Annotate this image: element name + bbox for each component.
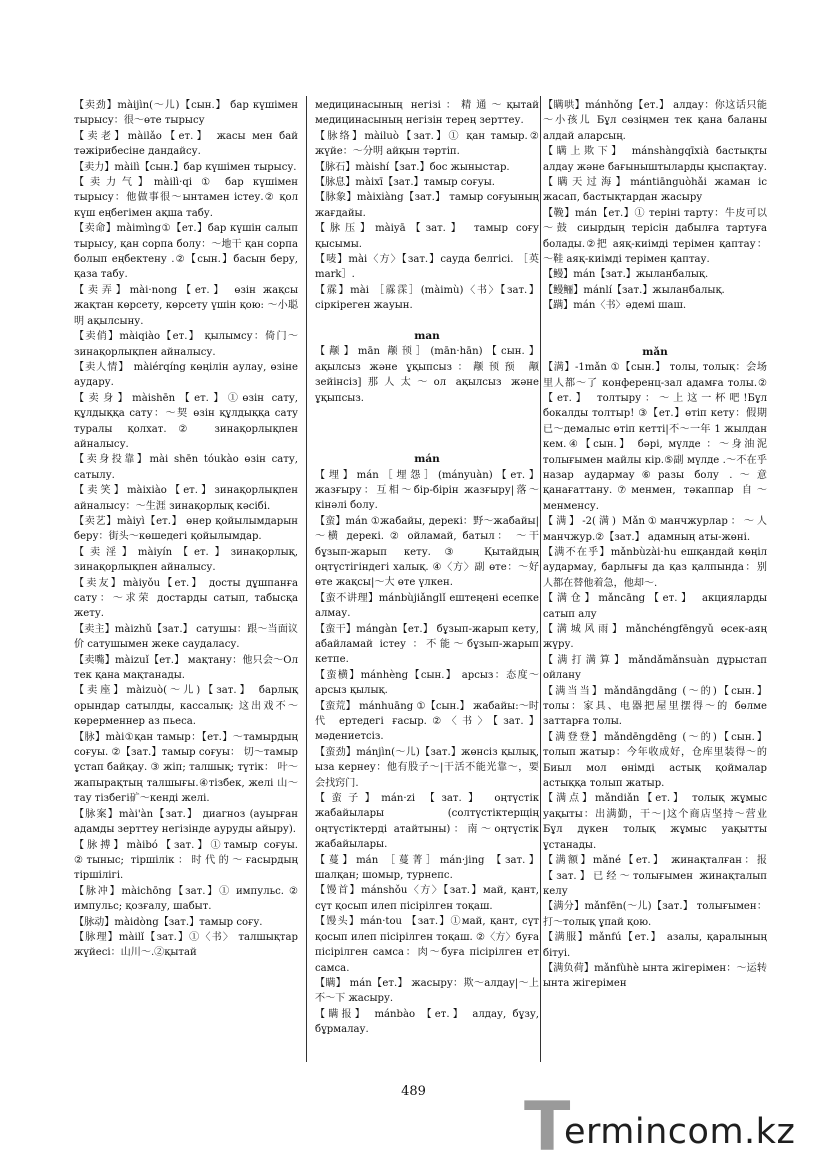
- dictionary-entry: 【满当当】mǎndāngdāng (～的)【сын.】толы：家具、电器把屋里摆得～的 бөлме заттарға толы.: [543, 685, 767, 728]
- dictionary-entry: 【蛮不讲理】mánbùjiǎnglǐ ештеңені есепке алмау.: [315, 592, 539, 620]
- dictionary-entry: 【脉案】mài'àn【зат.】 диагноз (ауырған адамды зерттеу негізінде ауруды айыру).: [74, 808, 298, 836]
- termincom-logo[interactable]: [524, 1088, 814, 1167]
- dictionary-entry: 【满不在乎】mǎnbùzài·hu ешқандай көңіл аудармау, барлығы да қаз қалпында：别人都在替他着急，他却～.: [543, 546, 767, 589]
- dictionary-column-3: [543, 98, 767, 992]
- dictionary-entry: 【卖笑】màixiào【ет.】зинақорлықпен айналысу：～生涯 зинақорлық кәсібі.: [74, 485, 298, 512]
- dictionary-entry: 【脉象】màixiàng【зат.】 тамыр соғуының жағдайы.: [315, 192, 539, 219]
- dictionary-entry: 【馒首】mánshǒu〈方〉【зат.】май, қант, сүт қосып илеп пісірілген тоқаш.: [315, 885, 539, 912]
- dictionary-entry: 【脉动】màidòng【зат.】тамыр соғу.: [74, 916, 263, 928]
- dictionary-entry: 【蛮】mán ①жабайы, дерекі：野～жабайы| ～横 дерекі. ② ойламай, батыл： ～干 бұзып-жарып кету.③ Қытайдың оңтүстігіндегі халық. ④〈方〉副 өте：～好 өте жақсы|～大 өте үлкен.: [315, 515, 539, 589]
- dictionary-entry: 【卖力】màilì【сын.】бар күшімен тырысу.: [74, 161, 297, 173]
- dictionary-entry: 【满】-2(满) Mǎn①манчжурлар：～人 манчжур.②【зат.】 адамның аты-жөні.: [543, 516, 767, 543]
- dictionary-entry: 【脉息】màixī【зат.】тамыр соғуы.: [315, 177, 495, 189]
- page-number: 489: [401, 1084, 426, 1099]
- dictionary-entry: 【满仓】mǎncāng【ет.】 акцияларды сатып алу: [543, 593, 767, 620]
- dictionary-entry: 【埋】mán［埋怨］(mányuàn)【ет.】жазғыру：互相～бір-бірін жазғыру|落～кінәлі болу.: [315, 469, 539, 512]
- dictionary-entry: 【卖主】màizhǔ【зат.】 сатушы：跟～当面议价 сатушымен жеке саудаласу.: [74, 623, 298, 651]
- dictionary-entry: 【满额】mǎné【ет.】 жинақталған：报【зат.】已经～толығымен жинақталып келу: [543, 855, 767, 897]
- section-heading: mán: [414, 453, 440, 466]
- dictionary-entry: 【蛮子】mán·zi 【зат.】 оңтүстік жабайылары (солтүстіктерщің оңтүстіктерді атайтыны)：南～оңтүстік жабайылары.: [315, 793, 539, 851]
- dictionary-entry: 【卖命】màimìng①【ет.】бар күшін салып тырысу, қан сорпа болу：～地干 қан сорпа болып еңбектену .②【сын.】басын беру, қаза табу.: [74, 223, 298, 281]
- dictionary-entry: 【卖劲】màijìn(～儿)【сын.】 бар күшімен тырысу：很～өте тырысу: [74, 100, 298, 127]
- dictionary-entry: 【满负荷】mǎnfùhè ынта жігерімен：～运转 ынта жігерімен: [543, 962, 767, 990]
- dictionary-entry: 【卖嘴】màizuǐ【ет.】 мақтану：他只会～Ол тек қана мақтанады.: [74, 654, 298, 682]
- dictionary-entry: 【脉络】màiluò【зат.】① қан тамыр.② жүйе：～分明 айқын тәртіп.: [315, 130, 539, 158]
- dictionary-entry: 【唛】mài〈方〉【зат.】сауда белгісі. ［英 mark］.: [315, 254, 539, 281]
- dictionary-entry: 【卖身】màishēn【ет.】①өзін сату, құлдыққа сату：～契 өзін құлдыққа сату туралы қолхат.② зинақорлықпен айналысу.: [74, 392, 298, 450]
- section-heading: mǎn: [642, 345, 668, 358]
- dictionary-entry: 【脉搏】màibó【зат.】①тамыр соғуы. ②тыныс; тіршілік：时代的～ғасырдың тіршілігі.: [74, 839, 298, 882]
- dictionary-entry: 【卖人情】 màiérqíng көңілін аулау, өзіне аудару.: [74, 361, 298, 389]
- dictionary-entry: 【瞒上欺下】 mánshàngqīxià бастықты алдау және бағыныштыларды қыспақтау.: [543, 146, 767, 173]
- dictionary-entry: 【蛮荒】 mánhuāng ①【сын.】 жабайы:～时代 ертедегі ғасыр.②〈书〉【зат.】мәдениетсіз.: [315, 700, 539, 743]
- dictionary-entry: 【满打满算】mǎndǎmǎnsuàn дұрыстап ойлану: [543, 654, 767, 682]
- logo-letter: T: [524, 1088, 571, 1167]
- section-heading: man: [414, 330, 440, 343]
- dictionary-entry: 【蛮横】mánhèng【сын.】 арсыз：态度～ арсыз қылық.: [315, 669, 539, 697]
- dictionary-entry: 【卖力气】màilì·qi ① бар күшімен тырысу：他做事很～ынтамен істеу.② қол күш еңбегімен ақша табу.: [74, 177, 298, 219]
- dictionary-entry: 【瞒哄】mánhǒng【ет.】 алдау：你这话只能～小孩儿 Бұл сөзіңмен тек қана баланы алдай аларсың.: [543, 100, 767, 142]
- paragraph-spacer: [315, 406, 539, 452]
- dictionary-entry: 【卖弄】mài·nong【ет.】 өзін жақсы жақтан көрсету, көрсету үшін қою: ～小聪明 ақылсыну.: [74, 284, 298, 327]
- dictionary-entry: 【蛮劲】mánjìn(～儿)【зат.】жөнсіз қылық, ыза кернеу：他有股子～|干活不能光靠～，要会找窍门.: [315, 746, 539, 789]
- dictionary-entry: 【卖淫】màiyín【ет.】зинақорлық, зинақорлықпен айналысу.: [74, 546, 298, 574]
- dictionary-entry: 【脉】mài①қан тамыр：【ет.】～тамырдың соғуы. ②【зат.】тамыр соғуы： 切～тамыр ұстап байқау. ③ жіп; талшық; түтік： 叶～ жапырақтың талшығы.④тізбек, желі 山～тау тізбегі矿～кенді желі.: [74, 731, 298, 805]
- paragraph-spacer: [315, 314, 539, 329]
- dictionary-entry: 【鳗鲡】mánlí【зат.】жыланбалық.: [543, 284, 725, 296]
- column-divider-2: [540, 96, 541, 1062]
- dictionary-entry: 【卖俏】màiqiào【ет.】 қылымсу：倚门～зинақорлықпен айналысу.: [74, 331, 298, 358]
- dictionary-entry: 【脉压】màiyā【зат.】 тамыр соғу қысымы.: [315, 223, 539, 250]
- dictionary-entry: медицинасының негізі：精通～қытай медицинасының негізін терең зерттеу.: [315, 100, 539, 127]
- column-divider-1: [306, 96, 307, 1062]
- paragraph-spacer: [543, 314, 767, 345]
- logo-text: ermincom.kz: [564, 1112, 796, 1152]
- dictionary-entry: 【卖老】màilǎo【ет.】 жасы мен бай тәжірибесіне дандайсу.: [74, 130, 298, 158]
- dictionary-entry: 【满】-1mǎn ①【сын.】 толы, толық：会场里人都～了 конференц-зал адамға толы.②【ет.】 толтыру：～上这一杯吧!Бұл бокалды толтыр! ③【ет.】өтіп кету：假期已～демалыс өтіп кетті|不～一年 1 жылдан кем.④【сын.】 бәрі, мүлде ：～身油泥 толығымен майлы кір.⑤副 мүлде .～不在乎 назар аудармау⑥разы болу .～意 қанағаттану.⑦менмен, тәкаппар 自～менменсу.: [543, 362, 767, 512]
- dictionary-entry: 【蛮干】mángàn【ет.】 бұзып-жарып кету, абайламай істеу ：不能～бұзып-жарып кетпе.: [315, 623, 539, 666]
- dictionary-entry: 【卖友】màiyǒu【ет.】 досты дұшпанға сату：～求荣 достарды сатып, табысқа жету.: [74, 577, 298, 620]
- dictionary-entry: 【颟】mān 颟顸］(mān·hān)【сын.】 ақылсыз және ұқыпсыз：颟顸预 颟 зейінсіз]那人太～ол ақылсыз және ұқыпсыз.: [315, 346, 539, 404]
- dictionary-entry: 【蹒】mán〈书〉әдемі шаш.: [543, 300, 687, 312]
- dictionary-entry: 【瞒】 mán【ет.】 жасыру：欺～алдау|～上不～下 жасыру.: [315, 977, 539, 1005]
- dictionary-entry: 【满登登】mǎndēngdēng (～的)【сын.】толып жатыр：今年收成好，仓库里装得～的 Биыл мол өнімді астық қоймалар астыққа толып жатыр.: [543, 731, 767, 790]
- dictionary-column-2: [315, 98, 539, 1038]
- dictionary-entry: 【卖座】màizuò(～儿)【зат.】 барлық орындар сатылды, кассалық: 这出戏不～көрерменнер аз пьеса.: [74, 685, 298, 728]
- dictionary-entry: 【瞒天过海】mántiānguòhǎi жаман іс жасап, бастықтардан жасыру: [543, 177, 767, 204]
- dictionary-entry: 【满城风雨】mǎnchéngfēngyǔ өсек-аяң жүру.: [543, 624, 767, 651]
- dictionary-entry: 【满点】mǎndiǎn【ет.】 толық жұмыс уақыты：出满勤，干～|这个商店坚持～营业 Бұл дүкен толық жұмыс уақытты ұстанады.: [543, 793, 767, 851]
- dictionary-entry: 【鞔】mán【ет.】① теріні тарту：牛皮可以～鼓 сиырдың терісін дабылға тартуға болады.②把 аяқ-киімді терімен қаптау：～鞋 аяқ-киімді терімен қаптау.: [543, 207, 767, 266]
- dictionary-entry: 【霡】mài ［霡霂］(màimù)〈书〉【зат.】сіркіреген жауын.: [315, 284, 539, 312]
- dictionary-entry: 【馒头】mán·tou 【зат.】①май, қант, сүт қосып илеп пісірілген тоқаш. ②〈方〉буға пісірілген самса：肉～буға пісірілген ет самса.: [315, 916, 539, 974]
- dictionary-entry: 【脉冲】màichōng【зат.】① импульс. ② импульс; қозғалу, шабыт.: [74, 885, 298, 913]
- dictionary-entry: 【满分】mǎnfēn(～儿)【зат.】 толығымен：打～толық ұпай қою.: [543, 901, 767, 928]
- dictionary-entry: 【蔓】mán ［蔓菁］mán·jing 【зат.】шалқан; шомыр, турнепс.: [315, 854, 539, 882]
- dictionary-entry: 【鳗】mán【зат.】жыланбалық.: [543, 269, 709, 281]
- dictionary-entry: 【满服】mǎnfú【ет.】 азалы, қаралының бітуі.: [543, 932, 767, 959]
- dictionary-entry: 【脉理】màilǐ【зат.】①〈书〉 талшықтар жүйесі：山川～.②қытай: [74, 931, 298, 959]
- dictionary-entry: 【瞒报】 mánbào 【ет.】 алдау, бұзу, бұрмалау.: [315, 1008, 539, 1036]
- dictionary-entry: 【脉石】màishí【зат.】бос жыныстар.: [315, 161, 510, 173]
- dictionary-column-1: [74, 98, 298, 961]
- dictionary-entry: 【卖艺】màiyì【ет.】 өнер қойылымдарын беру：街头～көшедегі қойылымдар.: [74, 515, 298, 543]
- dictionary-entry: 【卖身投靠】mài shēn tóukào өзін сату, сатылу.: [74, 454, 298, 481]
